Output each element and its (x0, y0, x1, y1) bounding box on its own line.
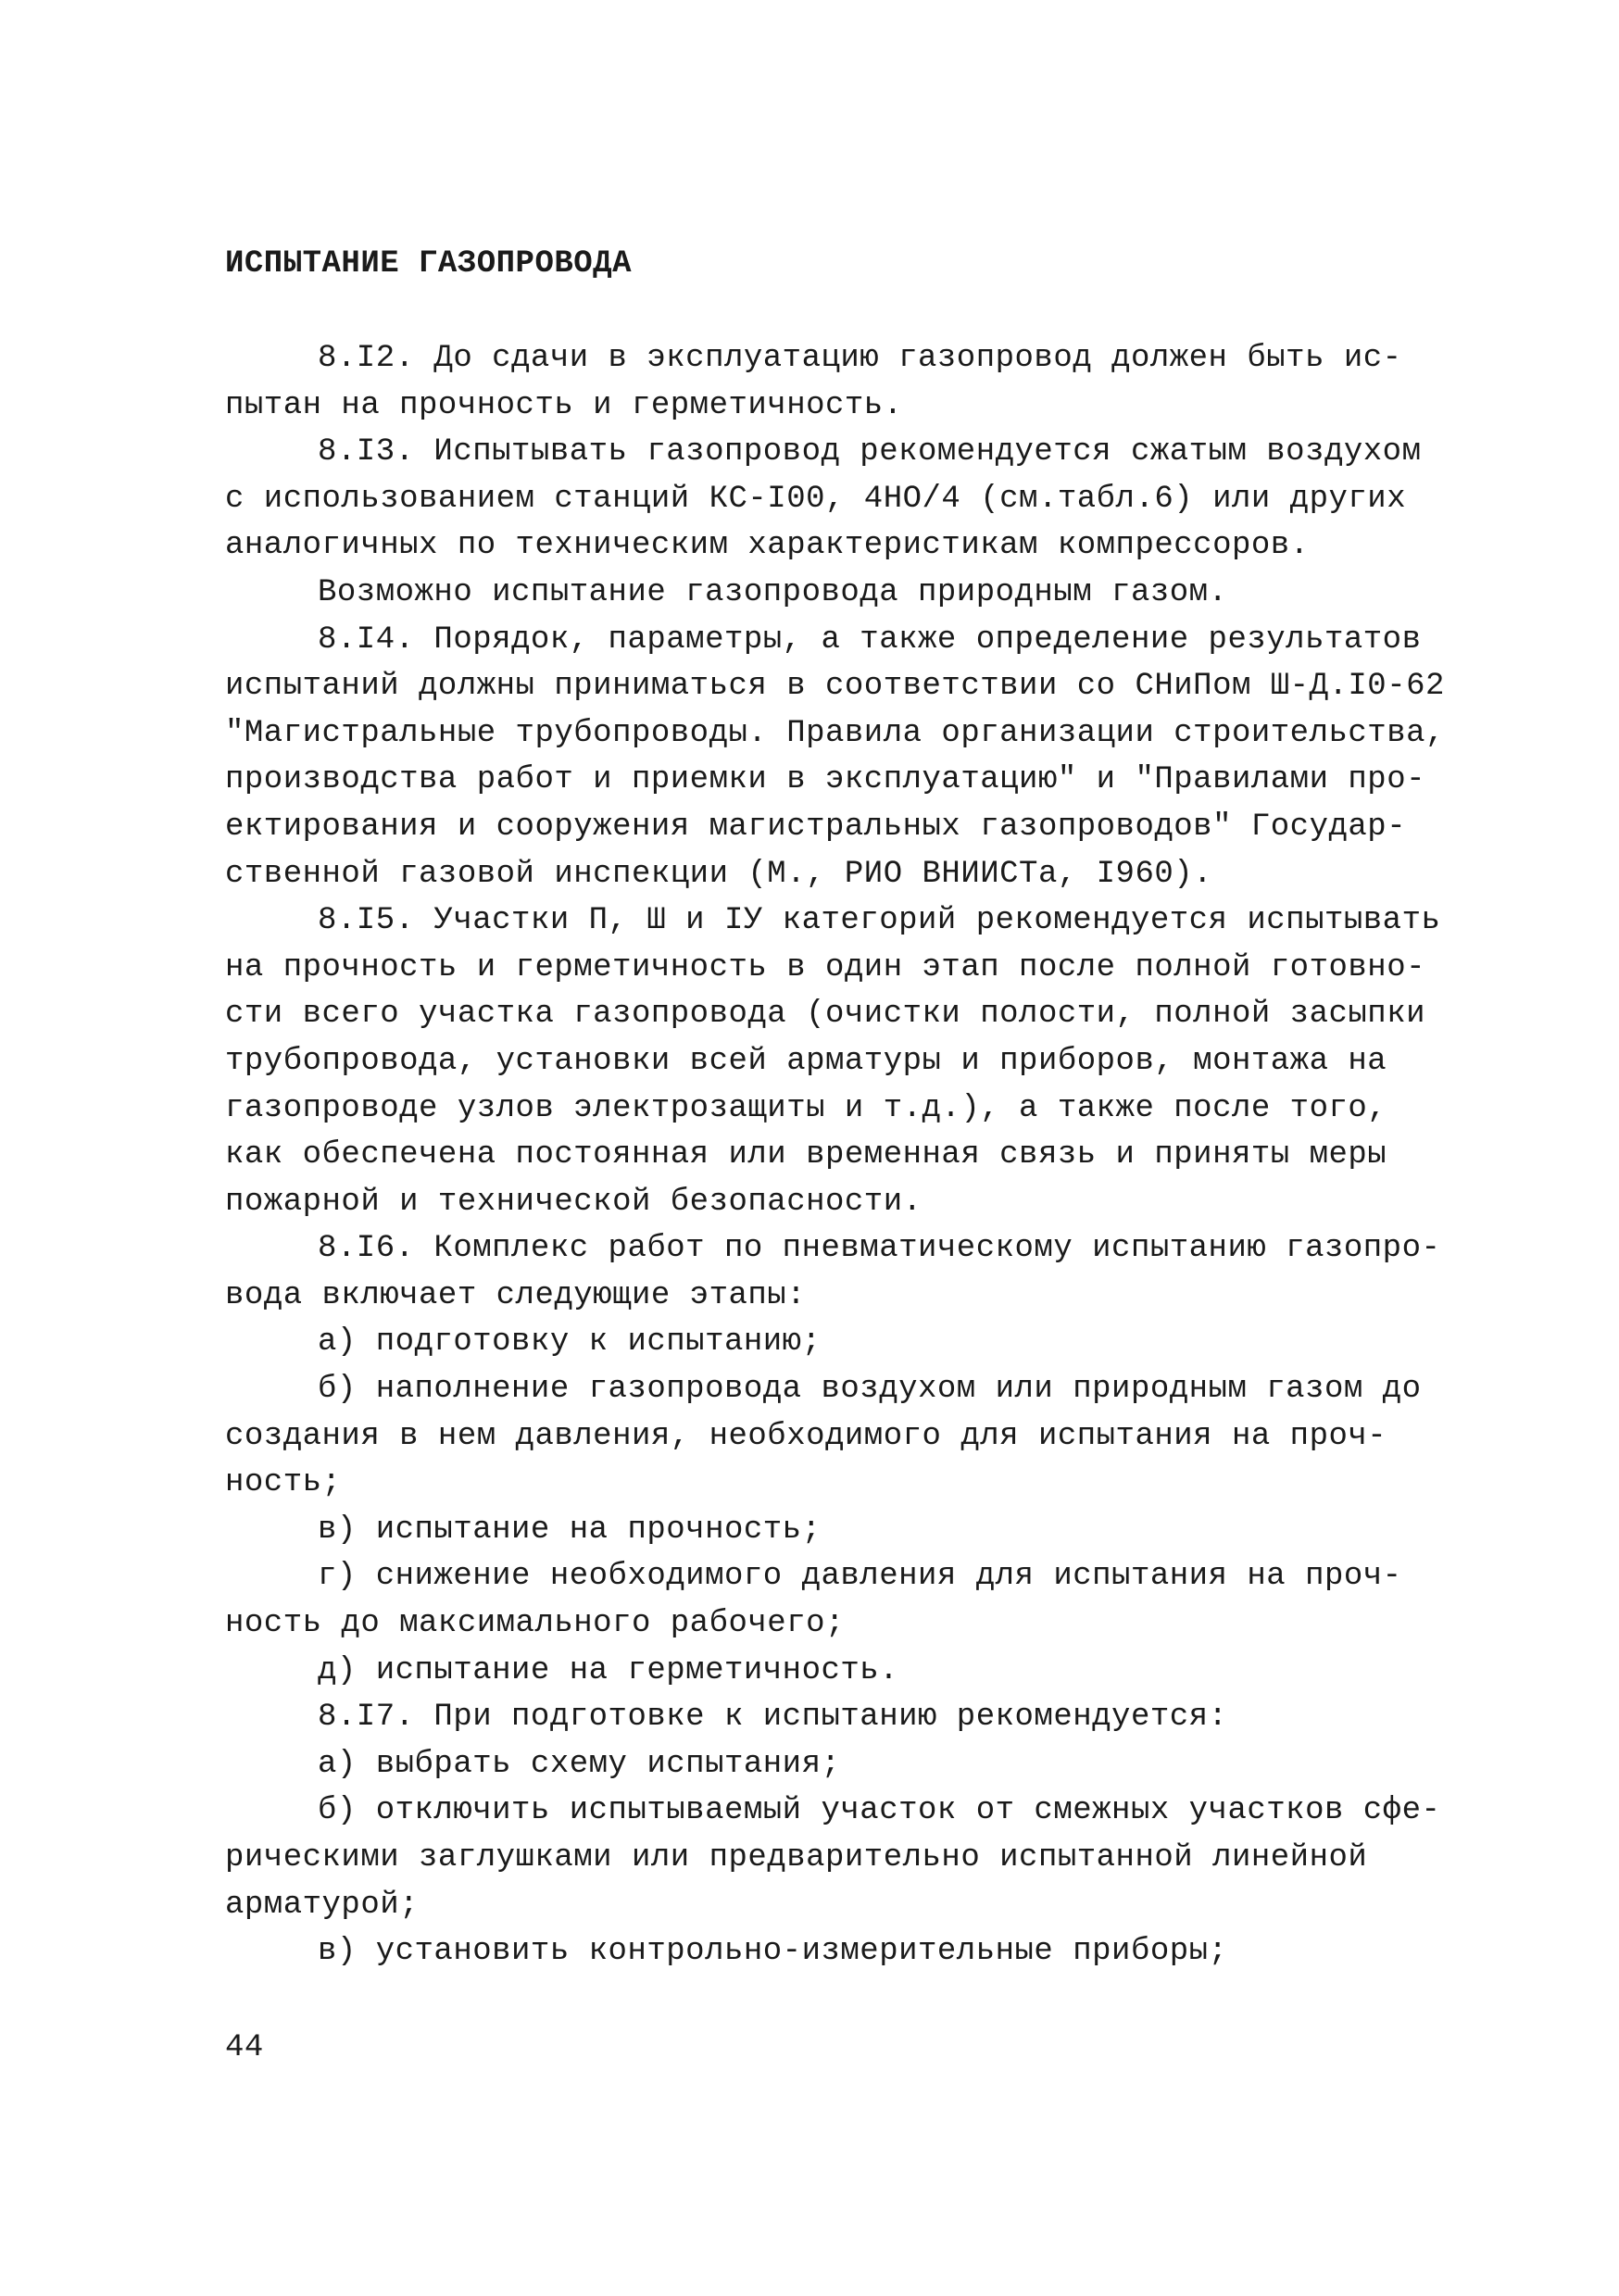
text-line: а) выбрать схему испытания; (318, 1746, 841, 1782)
text-line: ность; (225, 1465, 342, 1501)
text-line: пытан на прочность и герметичность. (225, 387, 903, 423)
text-line: на прочность и герметичность в один этап после полной готовно- (225, 949, 1426, 985)
text-line: д) испытание на герметичность. (318, 1652, 899, 1688)
text-line: ственной газовой инспекции (М., РИО ВНИИСТа, I960). (225, 856, 1213, 892)
text-line: испытаний должны приниматься в соответствии со СНиПом Ш-Д.I0-62 (225, 669, 1445, 705)
text-line: 8.I6. Комплекс работ по пневматическому испытанию газопро- (318, 1231, 1441, 1267)
text-line: ность до максимального рабочего; (225, 1606, 845, 1642)
text-line: как обеспечена постоянная или временная связь и приняты меры (225, 1137, 1387, 1173)
text-line: создания в нем давления, необходимого для испытания на проч- (225, 1418, 1387, 1454)
text-line: б) отключить испытываемый участок от смежных участков сфе- (318, 1793, 1441, 1829)
text-line: 8.I2. До сдачи в эксплуатацию газопровод должен быть ис- (318, 341, 1402, 376)
text-line: Возможно испытание газопровода природным газом. (318, 574, 1228, 610)
text-line: 8.I3. Испытывать газопровод рекомендуется сжатым воздухом (318, 434, 1422, 470)
section-title: ИСПЫТАНИЕ ГАЗОПРОВОДА (225, 246, 632, 282)
text-line: газопроводе узлов электрозащиты и т.д.), а также после того, (225, 1090, 1387, 1126)
page-number: 44 (225, 2030, 264, 2065)
text-line: вода включает следующие этапы: (225, 1277, 807, 1313)
text-line: рическими заглушками или предварительно испытанной линейной (225, 1840, 1368, 1876)
text-line: трубопровода, установки всей арматуры и приборов, монтажа на (225, 1043, 1387, 1079)
text-line: аналогичных по техническим характеристикам компрессоров. (225, 528, 1310, 564)
text-line: в) установить контрольно-измерительные приборы; (318, 1934, 1228, 1970)
text-line: а) подготовку к испытанию; (318, 1324, 822, 1361)
text-line: б) наполнение газопровода воздухом или природным газом до (318, 1372, 1422, 1408)
text-line: 8.I5. Участки П, Ш и IУ категорий рекомендуется испытывать (318, 903, 1441, 939)
text-line: г) снижение необходимого давления для испытания на проч- (318, 1559, 1402, 1595)
text-line: в) испытание на прочность; (318, 1512, 822, 1548)
text-line: "Магистральные трубопроводы. Правила организации строительства, (225, 715, 1445, 751)
text-line: ектирования и сооружения магистральных газопроводов" Государ- (225, 809, 1407, 845)
text-line: сти всего участка газопровода (очистки полости, полной засыпки (225, 997, 1426, 1033)
body-text (225, 335, 1445, 1976)
text-line: с использованием станций КС-I00, 4НО/4 (см.табл.6) или других (225, 481, 1407, 517)
text-line: 8.I4. Порядок, параметры, а также определение результатов (318, 621, 1422, 658)
text-line: производства работ и приемки в эксплуатацию" и "Правилами про- (225, 762, 1426, 798)
text-line: пожарной и технической безопасности. (225, 1184, 922, 1220)
text-line: 8.I7. При подготовке к испытанию рекомендуется: (318, 1700, 1228, 1736)
text-line: арматурой; (225, 1887, 420, 1923)
